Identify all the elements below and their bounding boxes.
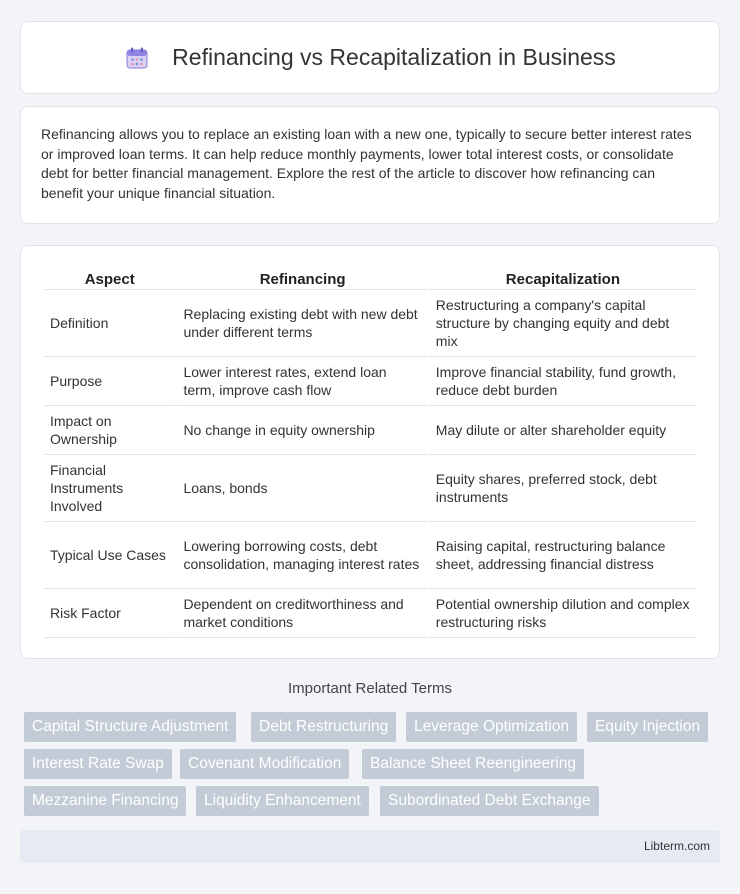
related-term-tag[interactable]: Equity Injection — [587, 712, 708, 742]
title-card — [20, 21, 720, 94]
table-cell: Lower interest rates, extend loan term, improve cash flow — [177, 357, 427, 406]
related-term-tag[interactable]: Subordinated Debt Exchange — [380, 786, 599, 816]
related-terms-title: Important Related Terms — [288, 680, 452, 697]
related-term-tag[interactable]: Capital Structure Adjustment — [24, 712, 236, 742]
table-cell: Lowering borrowing costs, debt consolidation, managing interest rates — [177, 522, 427, 589]
page-title: Refinancing vs Recapitalization in Business — [172, 44, 616, 70]
related-term-tag[interactable]: Leverage Optimization — [406, 712, 577, 742]
table-row — [44, 357, 696, 406]
table-cell: Restructuring a company's capital structure by changing equity and debt mix — [430, 290, 696, 357]
table-row — [44, 406, 696, 455]
intro-text: Refinancing allows you to replace an existing loan with a new one, typically to secure better interest rates or improved loan terms. It can help reduce monthly payments, lower total interest costs, or consolidate debt for better financial management. Explore the rest of the article to discover how refinancing can benefit your unique financial situation. — [41, 126, 692, 201]
table-cell: Purpose — [44, 357, 175, 406]
table-cell: Definition — [44, 290, 175, 357]
related-term-tag[interactable]: Debt Restructuring — [251, 712, 396, 742]
related-term-tag[interactable]: Mezzanine Financing — [24, 786, 186, 816]
table-cell: Impact on Ownership — [44, 406, 175, 455]
table-cell: Financial Instruments Involved — [44, 455, 175, 522]
column-header-aspect: Aspect — [44, 266, 175, 290]
table-cell: May dilute or alter shareholder equity — [430, 406, 696, 455]
table-cell: Typical Use Cases — [44, 522, 175, 589]
related-term-tag[interactable]: Liquidity Enhancement — [196, 786, 369, 816]
related-term-tag[interactable]: Interest Rate Swap — [24, 749, 172, 779]
table-cell: Improve financial stability, fund growth, reduce debt burden — [430, 357, 696, 406]
table-row — [44, 455, 696, 522]
related-term-tag[interactable]: Covenant Modification — [180, 749, 349, 779]
table-row — [44, 522, 696, 589]
table-cell: Dependent on creditworthiness and market conditions — [177, 589, 427, 638]
table-cell: Risk Factor — [44, 589, 175, 638]
calendar-icon — [124, 45, 150, 71]
intro-card — [20, 106, 720, 224]
table-cell: Equity shares, preferred stock, debt instruments — [430, 455, 696, 522]
column-header-recapitalization: Recapitalization — [430, 266, 696, 290]
table-cell: Replacing existing debt with new debt under different terms — [177, 290, 427, 357]
comparison-table — [42, 266, 698, 638]
comparison-table-card — [20, 245, 720, 659]
table-cell: Loans, bonds — [177, 455, 427, 522]
footer — [20, 830, 720, 863]
table-cell: Potential ownership dilution and complex restructuring risks — [430, 589, 696, 638]
table-row — [44, 589, 696, 638]
table-cell: No change in equity ownership — [177, 406, 427, 455]
table-row — [44, 290, 696, 357]
table-header-row — [44, 266, 696, 290]
footer-site-link[interactable]: Libterm.com — [643, 839, 710, 853]
column-header-refinancing: Refinancing — [177, 266, 427, 290]
related-term-tag[interactable]: Balance Sheet Reengineering — [362, 749, 584, 779]
table-cell: Raising capital, restructuring balance sheet, addressing financial distress — [430, 522, 696, 589]
